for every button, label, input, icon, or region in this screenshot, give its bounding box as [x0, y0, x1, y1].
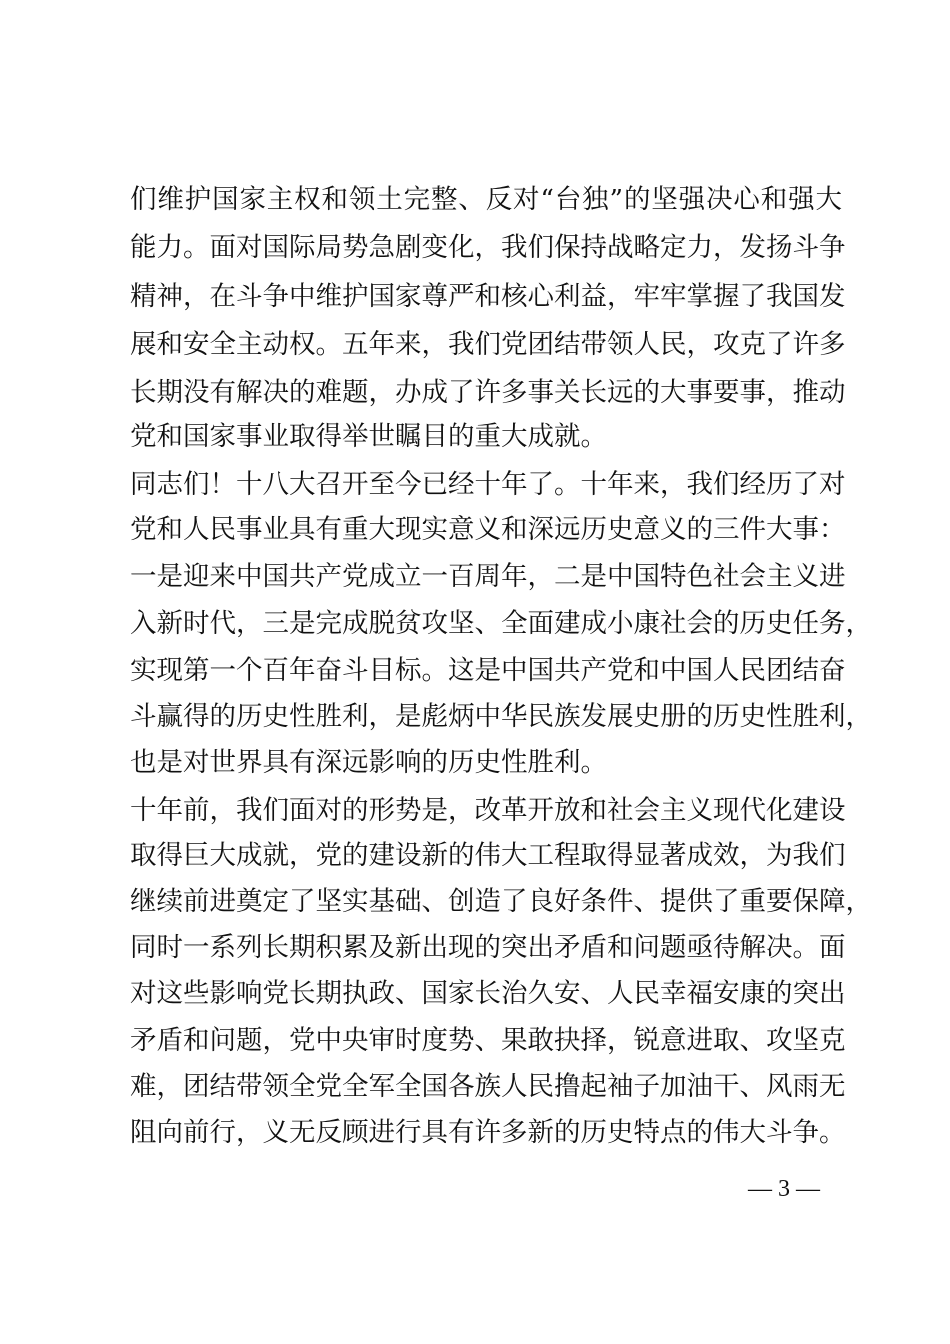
text-line: 十年前，我们面对的形势是，改革开放和社会主义现代化建设 [130, 795, 846, 826]
text-line: 矛盾和问题，党中央审时度势、果敢抉择，锐意进取、攻坚克 [130, 1025, 846, 1056]
text-line: 对这些影响党长期执政、国家长治久安、人民幸福安康的突出 [130, 978, 846, 1009]
text-line: 阻向前行，义无反顾进行具有许多新的历史特点的伟大斗争。 [130, 1117, 846, 1148]
text-line: 们维护国家主权和领土完整、反对“台独”的坚强决心和强大 [130, 184, 842, 215]
text-line: 同志们！十八大召开至今已经十年了。十年来，我们经历了对 [130, 469, 846, 500]
text-line: 入新时代，三是完成脱贫攻坚、全面建成小康社会的历史任务， [130, 608, 872, 639]
text-line: 同时一系列长期积累及新出现的突出矛盾和问题亟待解决。面 [130, 932, 846, 963]
text-line: 也是对世界具有深远影响的历史性胜利。 [130, 747, 607, 778]
text-line: 展和安全主动权。五年来，我们党团结带领人民，攻克了许多 [130, 329, 846, 360]
text-line: 精神，在斗争中维护国家尊严和核心利益，牢牢掌握了我国发 [130, 281, 846, 312]
text-line: 党和国家事业取得举世瞩目的重大成就。 [130, 421, 607, 452]
page-number: — 3 — [748, 1176, 820, 1202]
text-line: 实现第一个百年奋斗目标。这是中国共产党和中国人民团结奋 [130, 655, 846, 686]
text-line: 能力。面对国际局势急剧变化，我们保持战略定力，发扬斗争 [130, 232, 846, 263]
text-line: 斗赢得的历史性胜利，是彪炳中华民族发展史册的历史性胜利， [130, 701, 872, 732]
text-line: 长期没有解决的难题，办成了许多事关长远的大事要事，推动 [130, 377, 846, 408]
text-line: 继续前进奠定了坚实基础、创造了良好条件、提供了重要保障， [130, 886, 872, 917]
text-line: 一是迎来中国共产党成立一百周年，二是中国特色社会主义进 [130, 561, 846, 592]
text-line: 难，团结带领全党全军全国各族人民撸起袖子加油干、风雨无 [130, 1071, 846, 1102]
text-line: 取得巨大成就，党的建设新的伟大工程取得显著成效，为我们 [130, 840, 846, 871]
text-line: 党和人民事业具有重大现实意义和深远历史意义的三件大事： [130, 514, 846, 545]
